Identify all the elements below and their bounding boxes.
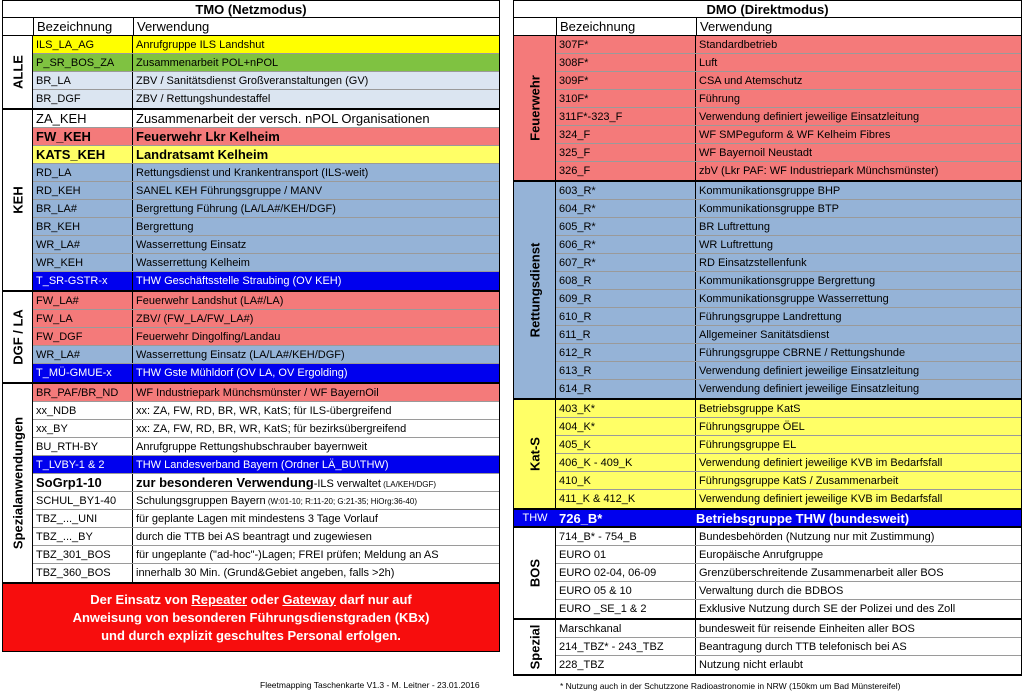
channel-name: 614_R [556, 380, 696, 398]
channel-name: 307F* [556, 36, 696, 53]
group-label-text: ALLE [10, 55, 25, 89]
channel-usage: Verwaltung durch die BDBOS [699, 585, 844, 597]
channel-usage: Bergrettung Führung (LA/LA#/KEH/DGF) [136, 203, 336, 215]
channel-name: Marschkanal [556, 620, 696, 637]
table-row [556, 380, 1021, 398]
channel-name: SCHUL_BY1-40 [33, 492, 133, 509]
table-row [33, 420, 499, 438]
channel-name: 606_R* [556, 236, 696, 253]
channel-name: KATS_KEH [33, 146, 133, 163]
channel-name: 608_R [556, 272, 696, 289]
group-rettungsdienst [513, 182, 1022, 400]
channel-name: FW_DGF [33, 328, 133, 345]
dmo-header-verwendung: Verwendung [700, 19, 773, 34]
channel-name: RD_KEH [33, 182, 133, 199]
channel-usage: Verwendung definiert jeweilige KVB im Bedarfsfall [699, 493, 943, 505]
channel-usage: Führung [699, 93, 740, 105]
group-label [514, 36, 556, 180]
channel-usage: Wasserrettung Kelheim [136, 257, 250, 269]
channel-usage: xx: ZA, FW, RD, BR, WR, KatS; für bezirksübergreifend [136, 423, 407, 435]
table-row [33, 72, 499, 90]
group-dgf-la [2, 292, 500, 384]
channel-usage: WF Industriepark Münchsmünster / WF BayernOil [136, 387, 379, 399]
channel-name: FW_LA# [33, 292, 133, 309]
group-keh [2, 110, 500, 292]
table-row [33, 90, 499, 108]
channel-name: EURO 01 [556, 546, 696, 563]
channel-usage: Kommunikationsgruppe Wasserrettung [699, 293, 889, 305]
dmo-groups [513, 36, 1022, 510]
table-row [33, 146, 499, 164]
group-alle [2, 36, 500, 110]
channel-name: 411_K & 412_K [556, 490, 696, 508]
dmo-title: DMO (Direktmodus) [513, 0, 1022, 18]
tmo-header-verwendung: Verwendung [137, 19, 210, 34]
group-label-text: DGF / LA [10, 309, 25, 365]
table-row [556, 344, 1021, 362]
channel-usage: bundesweit für reisende Einheiten aller BOS [699, 623, 915, 635]
channel-usage: Verwendung definiert jeweilige KVB im Bedarfsfall [699, 457, 943, 469]
channel-name: 609_R [556, 290, 696, 307]
table-row [556, 108, 1021, 126]
thw-usage: Betriebsgruppe THW (bundesweit) [696, 510, 910, 526]
channel-usage: Rettungsdienst und Krankentransport (ILS-weit) [136, 167, 369, 179]
channel-name: EURO 05 & 10 [556, 582, 696, 599]
table-row [556, 72, 1021, 90]
group-label [3, 292, 33, 382]
group-label [514, 182, 556, 398]
channel-usage: Wasserrettung Einsatz (LA/LA#/KEH/DGF) [136, 349, 345, 361]
channel-usage: Standardbetrieb [699, 39, 778, 51]
table-row [556, 472, 1021, 490]
channel-name: BR_KEH [33, 218, 133, 235]
channel-usage: Kommunikationsgruppe BTP [699, 203, 840, 215]
channel-usage: Anrufgruppe Rettungshubschrauber bayernweit [136, 441, 368, 453]
table-row [33, 438, 499, 456]
group-label-text: Kat-S [527, 437, 542, 471]
table-row [33, 164, 499, 182]
table-row [33, 292, 499, 310]
channel-name: xx_BY [33, 420, 133, 437]
channel-name: 604_R* [556, 200, 696, 217]
table-row [556, 36, 1021, 54]
tmo-groups [2, 36, 500, 584]
channel-usage: zur besonderen Verwendung-ILS verwaltet (LA/KEH/DGF) [136, 475, 437, 490]
table-row [556, 620, 1021, 638]
channel-name: 404_K* [556, 418, 696, 435]
channel-usage: durch die TTB bei AS beantragt und zugewiesen [136, 531, 372, 543]
table-row [556, 254, 1021, 272]
group-label-text: Spezialanwendungen [10, 416, 25, 550]
table-row [556, 90, 1021, 108]
channel-usage: innerhalb 30 Min. (Grund&Gebiet angeben, falls >2h) [136, 567, 395, 579]
channel-usage: für geplante Lagen mit mindestens 3 Tage Vorlauf [136, 513, 378, 525]
group-label [3, 36, 33, 108]
channel-usage: THW Gste Mühldorf (OV LA, OV Ergolding) [136, 367, 348, 379]
channel-name: 228_TBZ [556, 656, 696, 674]
table-row [33, 200, 499, 218]
table-row [556, 272, 1021, 290]
channel-usage: Bergrettung [136, 221, 194, 233]
table-row [556, 308, 1021, 326]
tmo-panel [2, 0, 500, 652]
channel-usage: Beantragung durch TTB telefonisch bei AS [699, 641, 907, 653]
channel-usage: Führungsgruppe KatS / Zusammenarbeit [699, 475, 899, 487]
channel-name: 603_R* [556, 182, 696, 199]
channel-usage: Bundesbehörden (Nutzung nur mit Zustimmung) [699, 531, 935, 543]
channel-usage: THW Landesverband Bayern (Ordner LÄ_BU\THW) [136, 459, 389, 471]
table-row [556, 436, 1021, 454]
channel-name: 613_R [556, 362, 696, 379]
table-row [556, 362, 1021, 380]
group-spezial [513, 620, 1022, 676]
channel-usage: Zusammenarbeit POL+nPOL [136, 57, 279, 69]
channel-usage: Kommunikationsgruppe Bergrettung [699, 275, 876, 287]
channel-name: 714_B* - 754_B [556, 528, 696, 545]
table-row [33, 384, 499, 402]
channel-usage: Verwendung definiert jeweilige Einsatzleitung [699, 383, 920, 395]
channel-name: 610_R [556, 308, 696, 325]
table-row [556, 546, 1021, 564]
dmo-footer-note: * Nutzung auch in der Schutzzone Radioastronomie in NRW (150km um Bad Münstereifel) [560, 681, 901, 691]
table-row [33, 456, 499, 474]
table-row [556, 290, 1021, 308]
table-row [556, 490, 1021, 508]
table-row [33, 254, 499, 272]
table-row [33, 236, 499, 254]
table-row [556, 528, 1021, 546]
table-row [33, 474, 499, 492]
table-row [556, 200, 1021, 218]
channel-usage: Feuerwehr Dingolfing/Landau [136, 331, 281, 343]
channel-name: T_SR-GSTR-x [33, 272, 133, 290]
group-label-text: Feuerwehr [527, 75, 542, 141]
channel-name: 607_R* [556, 254, 696, 271]
dmo-panel [513, 0, 1022, 676]
channel-usage: WR Luftrettung [699, 239, 773, 251]
channel-name: 308F* [556, 54, 696, 71]
channel-name: WR_LA# [33, 346, 133, 363]
table-row [33, 182, 499, 200]
group-label-text: BOS [527, 558, 542, 588]
channel-name: BR_PAF/BR_ND [33, 384, 133, 401]
table-row [556, 162, 1021, 180]
channel-usage: THW Geschäftsstelle Straubing (OV KEH) [136, 275, 342, 287]
channel-name: EURO _SE_1 & 2 [556, 600, 696, 618]
group-label-text: Rettungsdienst [527, 242, 542, 338]
tmo-header [2, 18, 500, 36]
table-row [33, 54, 499, 72]
table-row [556, 418, 1021, 436]
table-row [33, 218, 499, 236]
group-kat-s [513, 400, 1022, 510]
tmo-footer-note: Fleetmapping Taschenkarte V1.3 - M. Leitner - 23.01.2016 [260, 680, 480, 690]
thw-row [513, 510, 1022, 528]
table-row [556, 454, 1021, 472]
channel-usage: zbV (Lkr PAF: WF Industriepark Münchsmünster) [699, 165, 939, 177]
channel-usage: Führungsgruppe EL [699, 439, 797, 451]
channel-name: RD_LA [33, 164, 133, 181]
channel-name: BR_LA# [33, 200, 133, 217]
group-label-text: KEH [10, 186, 25, 214]
table-row [33, 272, 499, 290]
table-row [33, 492, 499, 510]
channel-name: 605_R* [556, 218, 696, 235]
channel-name: 214_TBZ* - 243_TBZ [556, 638, 696, 655]
channel-name: 310F* [556, 90, 696, 107]
table-row [556, 236, 1021, 254]
table-row [556, 126, 1021, 144]
channel-name: P_SR_BOS_ZA [33, 54, 133, 71]
channel-name: 406_K - 409_K [556, 454, 696, 471]
channel-name: TBZ_..._BY [33, 528, 133, 545]
table-row [556, 564, 1021, 582]
group-label [3, 384, 33, 582]
table-row [556, 54, 1021, 72]
channel-usage: Anrufgruppe ILS Landshut [136, 39, 265, 51]
dmo-header-bezeichnung: Bezeichnung [557, 18, 697, 35]
channel-usage: RD Einsatzstellenfunk [699, 257, 807, 269]
channel-name: FW_KEH [33, 128, 133, 145]
table-row [33, 564, 499, 582]
channel-usage: für ungeplante ("ad-hoc"-)Lagen; FREI prüfen; Meldung an AS [136, 549, 439, 561]
table-row [556, 218, 1021, 236]
channel-usage: Führungsgruppe ÖEL [699, 421, 805, 433]
channel-name: 324_F [556, 126, 696, 143]
channel-name: 612_R [556, 344, 696, 361]
group-label [3, 110, 33, 290]
group-label [514, 400, 556, 508]
channel-usage: Feuerwehr Landshut (LA#/LA) [136, 295, 284, 307]
tmo-title: TMO (Netzmodus) [2, 0, 500, 18]
channel-name: 309F* [556, 72, 696, 89]
group-label-text: Spezial [527, 624, 542, 670]
channel-usage: ZBV / Rettungshundestaffel [136, 93, 271, 105]
channel-name: ZA_KEH [33, 110, 133, 127]
table-row [33, 310, 499, 328]
channel-usage: WF Bayernoil Neustadt [699, 147, 813, 159]
channel-usage: CSA und Atemschutz [699, 75, 803, 87]
channel-usage: Zusammenarbeit der versch. nPOL Organisationen [136, 111, 430, 126]
channel-name: 611_R [556, 326, 696, 343]
table-row [33, 328, 499, 346]
table-row [556, 582, 1021, 600]
channel-usage: Grenzüberschreitende Zusammenarbeit aller BOS [699, 567, 944, 579]
thw-label: THW [522, 512, 548, 524]
group-label [514, 620, 556, 674]
channel-usage: SANEL KEH Führungsgruppe / MANV [136, 185, 323, 197]
channel-name: 325_F [556, 144, 696, 161]
table-row [33, 346, 499, 364]
channel-usage: Führungsgruppe Landrettung [699, 311, 842, 323]
table-row [556, 400, 1021, 418]
channel-name: SoGrp1-10 [33, 474, 133, 491]
channel-usage: Landratsamt Kelheim [136, 147, 269, 162]
channel-usage: Verwendung definiert jeweilige Einsatzleitung [699, 111, 920, 123]
channel-name: 326_F [556, 162, 696, 180]
channel-usage: Schulungsgruppen Bayern (W:01-10; R:11-20; G:21-35; HiOrg:36-40) [136, 495, 417, 507]
warning-line-1: Der Einsatz von Repeater oder Gateway darf nur auf [90, 591, 412, 607]
group-bos [513, 528, 1022, 620]
table-row [556, 600, 1021, 618]
channel-usage: ZBV / Sanitätsdienst Großveranstaltungen (GV) [136, 75, 369, 87]
tmo-header-bezeichnung: Bezeichnung [34, 18, 134, 35]
channel-name: TBZ_301_BOS [33, 546, 133, 563]
channel-name: WR_LA# [33, 236, 133, 253]
channel-usage: BR Luftrettung [699, 221, 770, 233]
table-row [33, 36, 499, 54]
channel-name: xx_NDB [33, 402, 133, 419]
channel-usage: WF SMPeguform & WF Kelheim Fibres [699, 129, 891, 141]
table-row [556, 638, 1021, 656]
channel-usage: Luft [699, 57, 718, 69]
channel-usage: Wasserrettung Einsatz [136, 239, 247, 251]
channel-usage: ZBV/ (FW_LA/FW_LA#) [136, 313, 254, 325]
channel-name: FW_LA [33, 310, 133, 327]
channel-name: EURO 02-04, 06-09 [556, 564, 696, 581]
table-row [33, 128, 499, 146]
channel-name: TBZ_360_BOS [33, 564, 133, 582]
channel-usage: Exklusive Nutzung durch SE der Polizei und des Zoll [699, 603, 956, 615]
table-row [33, 402, 499, 420]
channel-name: ILS_LA_AG [33, 36, 133, 53]
channel-usage: Betriebsgruppe KatS [699, 403, 801, 415]
table-row [556, 182, 1021, 200]
table-row [33, 364, 499, 382]
group-label [514, 528, 556, 618]
table-row [556, 144, 1021, 162]
warning-line-2: Anweisung von besonderen Führungsdienstgraden (KBx) [72, 609, 430, 625]
table-row [33, 528, 499, 546]
channel-usage: Allgemeiner Sanitätsdienst [699, 329, 830, 341]
channel-name: TBZ_..._UNI [33, 510, 133, 527]
channel-usage: Nutzung nicht erlaubt [699, 659, 803, 671]
table-row [33, 110, 499, 128]
table-row [556, 656, 1021, 674]
table-row [33, 510, 499, 528]
channel-name: BU_RTH-BY [33, 438, 133, 455]
channel-name: WR_KEH [33, 254, 133, 271]
channel-usage: Führungsgruppe CBRNE / Rettungshunde [699, 347, 906, 359]
channel-name: 410_K [556, 472, 696, 489]
thw-channel: 726_B* [559, 510, 603, 526]
channel-name: 403_K* [556, 400, 696, 417]
channel-usage: Feuerwehr Lkr Kelheim [136, 129, 280, 144]
channel-name: T_MÜ-GMUE-x [33, 364, 133, 382]
channel-usage: xx: ZA, FW, RD, BR, WR, KatS; für ILS-übergreifend [136, 405, 392, 417]
channel-name: T_LVBY-1 & 2 [33, 456, 133, 473]
channel-usage: Kommunikationsgruppe BHP [699, 185, 841, 197]
channel-name: BR_DGF [33, 90, 133, 108]
dmo-groups-2 [513, 528, 1022, 676]
channel-usage: Europäische Anrufgruppe [699, 549, 824, 561]
repeater-warning [2, 584, 500, 652]
warning-line-3: und durch explizit geschultes Personal erfolgen. [101, 627, 401, 643]
dmo-header [513, 18, 1022, 36]
channel-usage: Verwendung definiert jeweilige Einsatzleitung [699, 365, 920, 377]
table-row [33, 546, 499, 564]
channel-name: 405_K [556, 436, 696, 453]
group-spezialanwendungen [2, 384, 500, 584]
group-feuerwehr [513, 36, 1022, 182]
channel-name: BR_LA [33, 72, 133, 89]
channel-name: 311F*-323_F [556, 108, 696, 125]
table-row [556, 326, 1021, 344]
